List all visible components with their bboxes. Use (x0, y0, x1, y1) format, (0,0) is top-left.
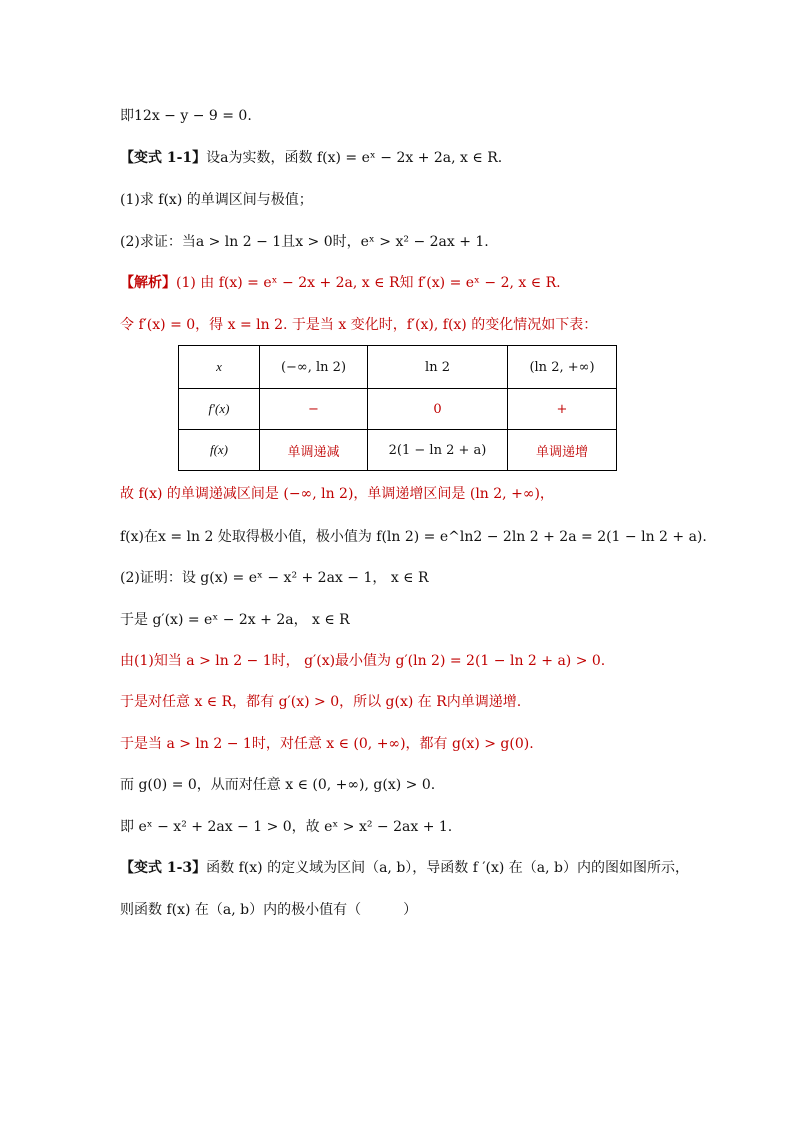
solution-step-2: 令 f′(x) = 0，得 x = ln 2. 于是当 x 变化时，f′(x), f(x) 的变化情况如下表： (120, 317, 598, 333)
line-12 (120, 692, 521, 712)
line-16 (120, 858, 689, 878)
table-cell: 单调递减 (260, 430, 368, 471)
line-6 (120, 315, 597, 335)
question-prompt: 则函数 f(x) 在（a, b）内的极小值有（ ） (120, 902, 418, 918)
solution-tag: 【解析】 (120, 275, 176, 291)
table-cell: (−∞, ln 2) (260, 346, 368, 389)
line-17 (120, 900, 417, 920)
line-2 (120, 148, 502, 168)
table-row (179, 389, 617, 430)
table-cell: ln 2 (368, 346, 508, 389)
line-11 (120, 651, 605, 671)
table-cell: f(x) (179, 430, 260, 471)
solution-step-11: 即 eˣ − x² + 2ax − 1 > 0，故 eˣ > x² − 2ax + 1. (120, 819, 453, 835)
problem-statement: 设a为实数，函数 f(x) = eˣ − 2x + 2a, x ∈ R. (206, 150, 503, 166)
line-13 (120, 734, 534, 754)
sub-question-2: (2)求证：当a > ln 2 − 1且x > 0时，eˣ > x² − 2ax + 1. (120, 234, 489, 250)
line-5 (120, 273, 561, 293)
table-cell: + (508, 389, 617, 430)
variant-tag: 【变式 1-1】 (120, 150, 207, 166)
sub-question-1: (1)求 f(x) 的单调区间与极值； (120, 192, 313, 208)
line-9 (120, 568, 429, 588)
table-row (179, 430, 617, 471)
table-cell: − (260, 389, 368, 430)
solution-step-6: 于是 g′(x) = eˣ − 2x + 2a， x ∈ R (120, 612, 350, 628)
solution-step-1: (1) 由 f(x) = eˣ − 2x + 2a, x ∈ R知 f′(x) = eˣ − 2, x ∈ R. (176, 275, 561, 291)
solution-step-8: 于是对任意 x ∈ R，都有 g′(x) > 0，所以 g(x) 在 R内单调递增. (120, 694, 522, 710)
problem-statement-2: 函数 f(x) 的定义域为区间（a, b），导函数 f ′(x) 在（a, b）内的图如图所示， (206, 860, 690, 876)
line-3 (120, 190, 313, 210)
table-cell: 单调递增 (508, 430, 617, 471)
solution-step-10: 而 g(0) = 0，从而对任意 x ∈ (0, +∞), g(x) > 0. (120, 777, 436, 793)
table-cell: 0 (368, 389, 508, 430)
table-cell: (ln 2, +∞) (508, 346, 617, 389)
line-14 (120, 775, 435, 795)
line-7 (120, 484, 554, 504)
line-4 (120, 232, 489, 252)
line-8 (120, 527, 707, 547)
solution-step-5: (2)证明：设 g(x) = eˣ − x² + 2ax − 1， x ∈ R (120, 570, 429, 586)
solution-step-3: 故 f(x) 的单调递减区间是 (−∞, ln 2)，单调递增区间是 (ln 2, +∞)， (120, 486, 554, 502)
table-cell: f′(x) (179, 389, 260, 430)
table-cell: 2(1 − ln 2 + a) (368, 430, 508, 471)
solution-step-7: 由(1)知当 a > ln 2 − 1时， g′(x)最小值为 g′(ln 2) = 2(1 − ln 2 + a) > 0. (120, 653, 606, 669)
solution-step-9: 于是当 a > ln 2 − 1时，对任意 x ∈ (0, +∞)，都有 g(x) > g(0). (120, 736, 534, 752)
table-row (179, 346, 617, 389)
line-10 (120, 610, 350, 630)
line-1 (120, 106, 252, 126)
variation-table (178, 345, 617, 471)
line-15 (120, 817, 452, 837)
solution-step-4: f(x)在x = ln 2 处取得极小值，极小值为 f(ln 2) = e^ln2 − 2ln 2 + 2a = 2(1 − ln 2 + a). (120, 529, 707, 545)
table-cell: x (179, 346, 260, 389)
variant-tag: 【变式 1-3】 (120, 860, 207, 876)
equation-text: 即12x − y − 9 = 0. (120, 108, 252, 124)
